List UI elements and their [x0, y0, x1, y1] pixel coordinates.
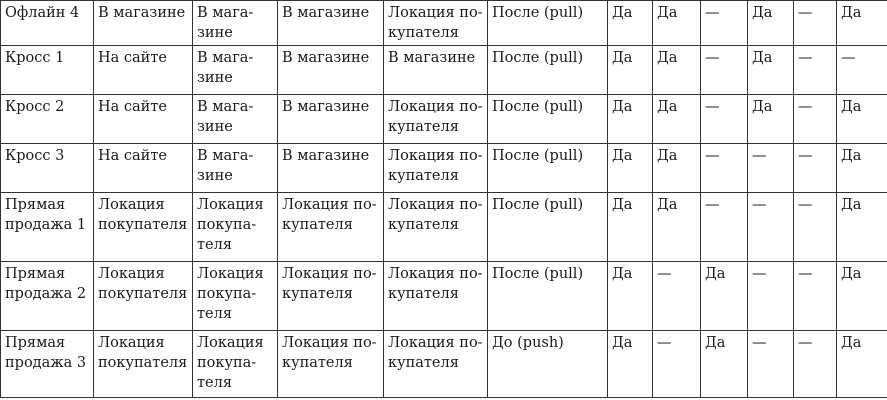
- table-cell: Локация по- купателя: [384, 262, 488, 331]
- table-cell: После (pull): [488, 95, 608, 144]
- table-cell: В мага- зине: [193, 95, 278, 144]
- table-cell: В магазине: [278, 1, 384, 46]
- table-cell: Локация покупа- теля: [193, 331, 278, 398]
- table-cell: —: [748, 144, 794, 193]
- table-cell: На сайте: [94, 144, 193, 193]
- table-cell: После (pull): [488, 46, 608, 95]
- table-cell: Да: [837, 95, 887, 144]
- table-cell: После (pull): [488, 193, 608, 262]
- table-cell: Да: [608, 1, 653, 46]
- table-row: [1, 331, 887, 398]
- table-cell: После (pull): [488, 144, 608, 193]
- table-cell: —: [794, 144, 837, 193]
- table-cell: Кросс 2: [1, 95, 94, 144]
- table-cell: —: [794, 262, 837, 331]
- table-cell: Да: [748, 1, 794, 46]
- table-cell: В мага- зине: [193, 144, 278, 193]
- table-cell: Да: [608, 46, 653, 95]
- table-cell: В магазине: [94, 1, 193, 46]
- table-cell: После (pull): [488, 1, 608, 46]
- table-row: [1, 46, 887, 95]
- table-cell: Да: [653, 1, 701, 46]
- table-cell: —: [701, 193, 748, 262]
- table-cell: —: [653, 262, 701, 331]
- table-cell: В мага- зине: [193, 46, 278, 95]
- table-cell: Да: [608, 95, 653, 144]
- table-cell: До (push): [488, 331, 608, 398]
- table-cell: Да: [748, 95, 794, 144]
- table-cell: —: [794, 95, 837, 144]
- table-cell: Локация по- купателя: [384, 95, 488, 144]
- table-cell: Да: [653, 193, 701, 262]
- table-cell: Кросс 3: [1, 144, 94, 193]
- table-cell: В магазине: [278, 144, 384, 193]
- table-cell: В магазине: [278, 46, 384, 95]
- table-cell: В магазине: [278, 95, 384, 144]
- table-cell: —: [701, 46, 748, 95]
- table-cell: Локация по- купателя: [384, 1, 488, 46]
- table-cell: Локация покупателя: [94, 193, 193, 262]
- table-row: [1, 262, 887, 331]
- table-cell: Да: [837, 331, 887, 398]
- table-cell: Да: [653, 46, 701, 95]
- table-cell: Прямая продажа 1: [1, 193, 94, 262]
- table-cell: —: [794, 331, 837, 398]
- table-row: [1, 95, 887, 144]
- table-cell: —: [837, 46, 887, 95]
- table-cell: Да: [701, 331, 748, 398]
- table-cell: —: [794, 193, 837, 262]
- table-cell: —: [701, 1, 748, 46]
- table-cell: —: [748, 193, 794, 262]
- table-cell: Да: [837, 144, 887, 193]
- table-cell: Да: [608, 144, 653, 193]
- table-cell: Кросс 1: [1, 46, 94, 95]
- table-cell: На сайте: [94, 46, 193, 95]
- table-cell: Локация по- купателя: [384, 144, 488, 193]
- table-cell: Локация по- купателя: [278, 331, 384, 398]
- table-cell: Да: [837, 193, 887, 262]
- table-row: [1, 144, 887, 193]
- table-row: [1, 1, 887, 46]
- table-cell: Да: [837, 262, 887, 331]
- table-cell: Локация по- купателя: [384, 193, 488, 262]
- table-cell: Да: [608, 193, 653, 262]
- table-cell: Да: [608, 262, 653, 331]
- table-cell: Да: [608, 331, 653, 398]
- table-cell: Прямая продажа 2: [1, 262, 94, 331]
- table-cell: После (pull): [488, 262, 608, 331]
- table-cell: Прямая продажа 3: [1, 331, 94, 398]
- table-cell: —: [653, 331, 701, 398]
- table-cell: Локация по- купателя: [278, 262, 384, 331]
- table-cell: —: [794, 1, 837, 46]
- table-cell: Да: [701, 262, 748, 331]
- table-cell: В магазине: [384, 46, 488, 95]
- table-cell: Локация покупа- теля: [193, 193, 278, 262]
- table-cell: —: [748, 331, 794, 398]
- table-cell: —: [748, 262, 794, 331]
- table-cell: На сайте: [94, 95, 193, 144]
- table-cell: Локация покупа- теля: [193, 262, 278, 331]
- table-cell: Да: [653, 144, 701, 193]
- table-cell: —: [794, 46, 837, 95]
- table-cell: —: [701, 95, 748, 144]
- table-cell: Локация по- купателя: [384, 331, 488, 398]
- table-cell: Да: [837, 1, 887, 46]
- table-cell: —: [701, 144, 748, 193]
- table-cell: Локация покупателя: [94, 262, 193, 331]
- table-row: [1, 193, 887, 262]
- table-cell: Локация покупателя: [94, 331, 193, 398]
- table-cell: Да: [748, 46, 794, 95]
- table-cell: Офлайн 4: [1, 1, 94, 46]
- table-cell: В мага- зине: [193, 1, 278, 46]
- table-cell: Да: [653, 95, 701, 144]
- table-cell: Локация по- купателя: [278, 193, 384, 262]
